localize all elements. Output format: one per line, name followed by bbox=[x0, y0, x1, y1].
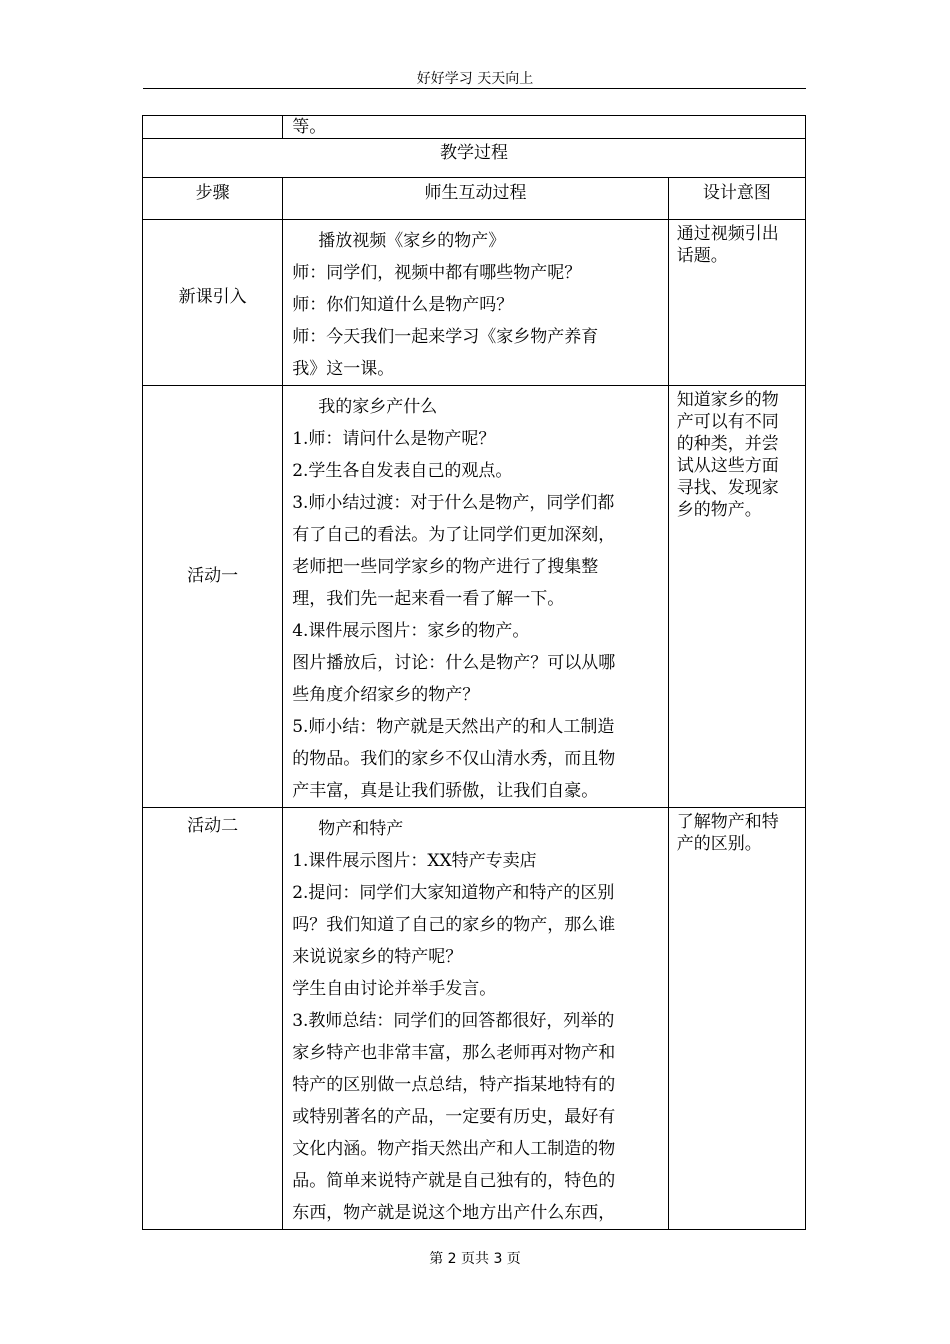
page-footer: 第 2 页共 3 页 bbox=[429, 1251, 521, 1267]
process-line: 理，我们先一起来看一看了解一下。 bbox=[292, 589, 565, 609]
table-cell bbox=[143, 116, 283, 139]
process-line: 产丰富，真是让我们骄傲，让我们自豪。 bbox=[292, 781, 599, 801]
section-title: 教学过程 bbox=[143, 139, 806, 178]
process-line: 1.师：请问什么是物产呢？ bbox=[292, 429, 496, 449]
process-line: 文化内涵。物产指天然出产和人工制造的物 bbox=[292, 1139, 616, 1159]
intent-line: 乡的物产。 bbox=[676, 500, 762, 520]
intent-line: 话题。 bbox=[676, 246, 728, 266]
process-line: 2.提问：同学们大家知道物产和特产的区别 bbox=[292, 883, 615, 903]
process-line: 师：今天我们一起来学习《家乡物产养育 bbox=[292, 327, 599, 347]
table-row bbox=[143, 220, 806, 386]
process-line: 品。简单来说特产就是自己独有的，特色的 bbox=[292, 1171, 616, 1191]
process-line: 或特别著名的产品，一定要有历史，最好有 bbox=[292, 1107, 616, 1127]
intent-line: 了解物产和特 bbox=[676, 812, 779, 832]
step-cell: 活动一 bbox=[143, 386, 283, 808]
process-cell bbox=[283, 808, 669, 1230]
column-header-intent: 设计意图 bbox=[668, 178, 805, 220]
step-cell: 新课引入 bbox=[143, 220, 283, 386]
process-line: 物产和特产 bbox=[318, 819, 404, 839]
intent-cell bbox=[668, 386, 805, 808]
page-header: 好好学习 天天向上 bbox=[416, 71, 534, 87]
intent-line: 产的区别。 bbox=[676, 834, 762, 854]
process-line: 的物品。我们的家乡不仅山清水秀，而且物 bbox=[292, 749, 616, 769]
table-row bbox=[143, 386, 806, 808]
intent-cell bbox=[668, 220, 805, 386]
step-cell: 活动二 bbox=[143, 808, 283, 1230]
process-line: 些角度介绍家乡的物产？ bbox=[292, 685, 480, 705]
process-line: 5.师小结：物产就是天然出产的和人工制造 bbox=[292, 717, 615, 737]
intent-line: 试从这些方面 bbox=[676, 456, 779, 476]
process-cell bbox=[283, 386, 669, 808]
process-line: 特产的区别做一点总结，特产指某地特有的 bbox=[292, 1075, 616, 1095]
process-line: 我的家乡产什么 bbox=[318, 397, 438, 417]
intent-line: 的种类，并尝 bbox=[676, 434, 779, 454]
table-header-row bbox=[143, 178, 806, 220]
process-line: 师：你们知道什么是物产吗？ bbox=[292, 295, 514, 315]
intent-line: 通过视频引出 bbox=[676, 224, 779, 244]
process-line: 老师把一些同学家乡的物产进行了搜集整 bbox=[292, 557, 599, 577]
process-line: 图片播放后，讨论：什么是物产？可以从哪 bbox=[292, 653, 616, 673]
header-rule bbox=[143, 88, 806, 89]
process-line: 1.课件展示图片：XX特产专卖店 bbox=[292, 851, 537, 871]
process-line: 4.课件展示图片：家乡的物产。 bbox=[292, 621, 530, 641]
process-line: 我》这一课。 bbox=[292, 359, 395, 379]
lesson-table bbox=[142, 115, 806, 1230]
intent-line: 产可以有不同 bbox=[676, 412, 779, 432]
process-line: 播放视频《家乡的物产》 bbox=[318, 231, 506, 251]
process-line: 师：同学们，视频中都有哪些物产呢？ bbox=[292, 263, 582, 283]
process-cell bbox=[283, 220, 669, 386]
intent-line: 寻找、发现家 bbox=[676, 478, 779, 498]
intent-line: 知道家乡的物 bbox=[676, 390, 779, 410]
process-line: 有了自己的看法。为了让同学们更加深刻， bbox=[292, 525, 616, 545]
process-line: 东西，物产就是说这个地方出产什么东西， bbox=[292, 1203, 616, 1223]
column-header-step: 步骤 bbox=[143, 178, 283, 220]
intent-cell bbox=[668, 808, 805, 1230]
process-line: 2.学生各自发表自己的观点。 bbox=[292, 461, 513, 481]
process-line: 来说说家乡的特产呢？ bbox=[292, 947, 463, 967]
process-line: 吗？我们知道了自己的家乡的物产，那么谁 bbox=[292, 915, 616, 935]
top-row-text: 等。 bbox=[283, 116, 806, 139]
table-row bbox=[143, 139, 806, 178]
process-line: 3.教师总结：同学们的回答都很好，列举的 bbox=[292, 1011, 615, 1031]
process-line: 3.师小结过渡：对于什么是物产，同学们都 bbox=[292, 493, 615, 513]
column-header-process: 师生互动过程 bbox=[283, 178, 669, 220]
process-line: 学生自由讨论并举手发言。 bbox=[292, 979, 497, 999]
table-row bbox=[143, 116, 806, 139]
table-row bbox=[143, 808, 806, 1230]
process-line: 家乡特产也非常丰富，那么老师再对物产和 bbox=[292, 1043, 616, 1063]
